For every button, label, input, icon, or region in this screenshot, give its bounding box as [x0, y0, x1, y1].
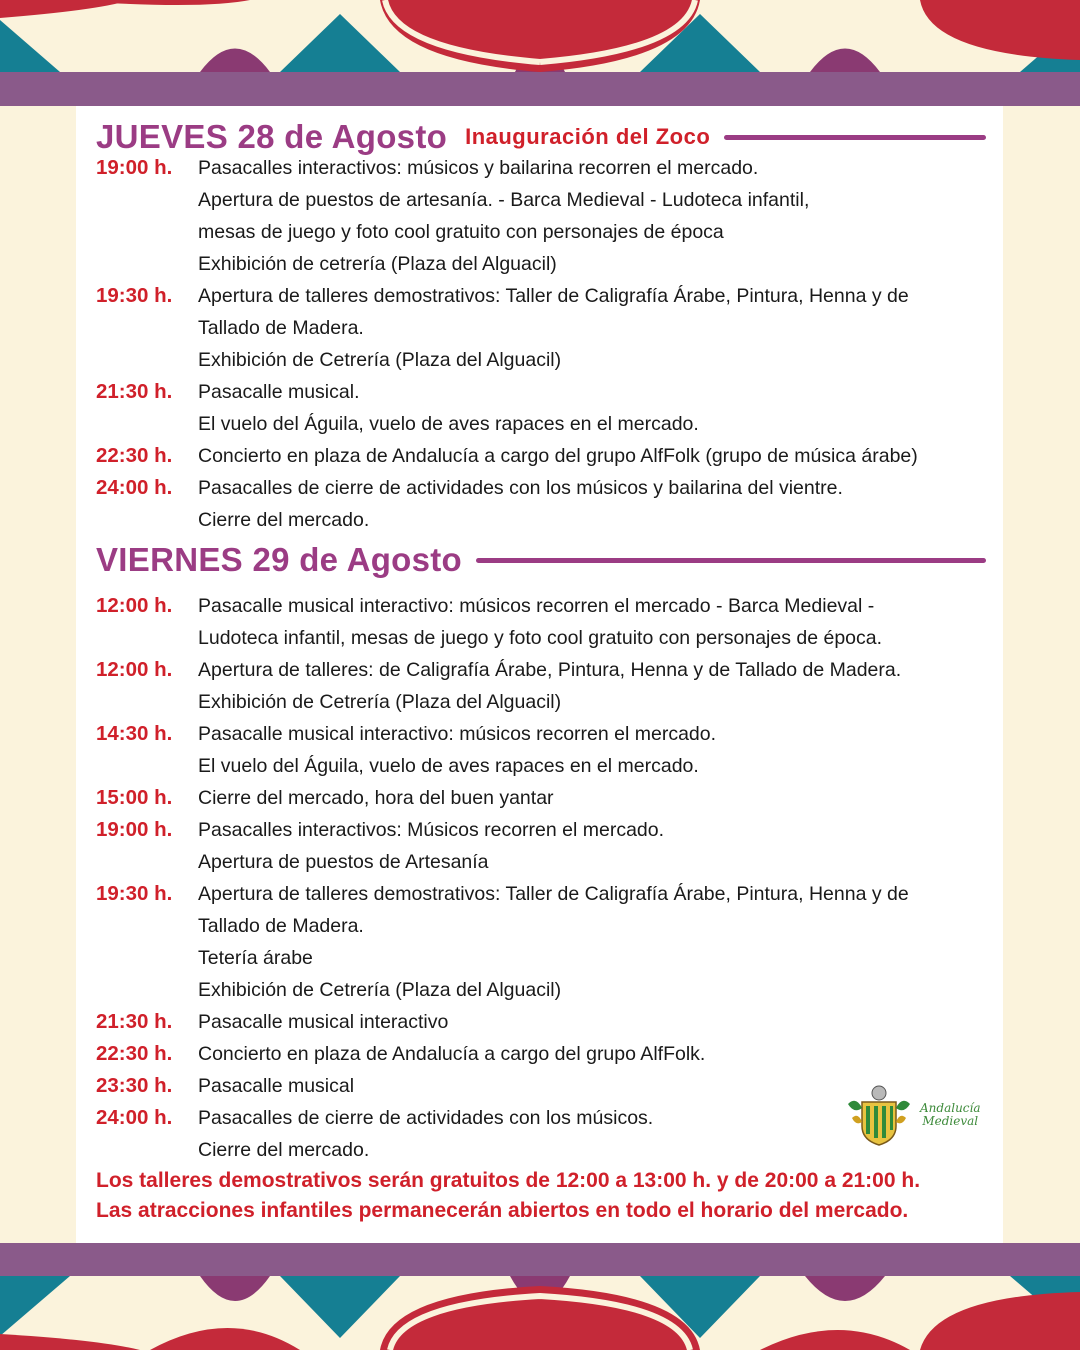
schedule-text: Apertura de talleres: de Caligrafía Árabe, Pintura, Henna y de Tallado de Madera.: [198, 659, 902, 681]
schedule-item: [96, 280, 996, 376]
schedule-time: 24:00 h.: [96, 476, 173, 499]
schedule-text: Tallado de Madera.: [198, 915, 364, 937]
top-stripe: [0, 72, 1080, 106]
day-header-thursday: [96, 118, 986, 156]
day-title: JUEVES 28 de Agosto: [96, 118, 448, 155]
schedule-item: [96, 152, 996, 280]
schedule-text: El vuelo del Águila, vuelo de aves rapaces en el mercado.: [198, 755, 699, 777]
schedule-item: [96, 1006, 996, 1038]
day-subtitle: Inauguración del Zoco: [465, 124, 711, 149]
schedule-item: [96, 718, 996, 782]
schedule-item: [96, 814, 996, 878]
schedule-text: Apertura de talleres demostrativos: Taller de Caligrafía Árabe, Pintura, Henna y de: [198, 883, 909, 905]
schedule-text: Exhibición de cetrería (Plaza del Alguacil): [198, 253, 557, 275]
schedule-time: 22:30 h.: [96, 1042, 173, 1065]
schedule-text: El vuelo del Águila, vuelo de aves rapaces en el mercado.: [198, 413, 699, 435]
bottom-band-pattern: [0, 1276, 1080, 1350]
schedule-text: Exhibición de Cetrería (Plaza del Alguacil): [198, 979, 562, 1001]
schedule-text: Pasacalle musical interactivo: músicos recorren el mercado.: [198, 723, 717, 745]
top-band-pattern: [0, 0, 1080, 72]
schedule-text: Cierre del mercado.: [198, 509, 370, 531]
schedule-text: Exhibición de Cetrería (Plaza del Alguacil): [198, 349, 562, 371]
logo-text: [920, 1102, 981, 1128]
schedule-time: 19:30 h.: [96, 284, 173, 307]
schedule-time: 19:00 h.: [96, 156, 173, 179]
schedule-item: [96, 590, 996, 654]
schedule-time: 19:30 h.: [96, 882, 173, 905]
bottom-decorative-band: [0, 1276, 1080, 1350]
schedule-text: mesas de juego y foto cool gratuito con personajes de época: [198, 221, 724, 243]
schedule-time: 12:00 h.: [96, 594, 173, 617]
heading-rule: [476, 558, 986, 563]
schedule-time: 21:30 h.: [96, 1010, 173, 1033]
schedule-time: 21:30 h.: [96, 380, 173, 403]
schedule-time: 24:00 h.: [96, 1106, 173, 1129]
schedule-text: Apertura de puestos de Artesanía: [198, 851, 489, 873]
logo-text-line: Andalucía: [920, 1101, 981, 1115]
coat-of-arms-icon: [844, 1082, 914, 1148]
schedule-item: [96, 782, 996, 814]
schedule-time: 12:00 h.: [96, 658, 173, 681]
schedule-text: Tallado de Madera.: [198, 317, 364, 339]
schedule-text: Pasacalles de cierre de actividades con los músicos y bailarina del vientre.: [198, 477, 843, 499]
schedule-text: Pasacalles interactivos: Músicos recorren el mercado.: [198, 819, 665, 841]
schedule-text: Apertura de talleres demostrativos: Taller de Caligrafía Árabe, Pintura, Henna y de: [198, 285, 909, 307]
schedule-text: Concierto en plaza de Andalucía a cargo del grupo AlfFolk.: [198, 1043, 706, 1065]
schedule-text: Pasacalles de cierre de actividades con los músicos.: [198, 1107, 654, 1129]
schedule-text: Pasacalle musical interactivo: músicos recorren el mercado - Barca Medieval -: [198, 595, 875, 617]
schedule-item: [96, 654, 996, 718]
schedule-time: 19:00 h.: [96, 818, 173, 841]
bottom-stripe: [0, 1243, 1080, 1277]
footer-note: Los talleres demostrativos serán gratuitos de 12:00 a 13:00 h. y de 20:00 a 21:00 h.: [96, 1169, 921, 1192]
schedule-text: Concierto en plaza de Andalucía a cargo del grupo AlfFolk (grupo de música árabe): [198, 445, 918, 467]
schedule-text: Cierre del mercado.: [198, 1139, 370, 1161]
schedule-text: Pasacalle musical interactivo: [198, 1011, 449, 1033]
schedule-item: [96, 376, 996, 440]
schedule-text: Pasacalle musical.: [198, 381, 360, 403]
schedule-text: Pasacalles interactivos: músicos y bailarina recorren el mercado.: [198, 157, 759, 179]
andalucia-medieval-logo: [844, 1080, 986, 1150]
schedule-item: [96, 1038, 996, 1070]
schedule-text: Exhibición de Cetrería (Plaza del Alguacil): [198, 691, 562, 713]
schedule-item: [96, 472, 996, 536]
logo-text-line: Medieval: [922, 1114, 979, 1128]
top-decorative-band: [0, 0, 1080, 72]
schedule-text: Ludoteca infantil, mesas de juego y foto cool gratuito con personajes de época.: [198, 627, 883, 649]
schedule-time: 14:30 h.: [96, 722, 173, 745]
schedule-item: [96, 440, 996, 472]
schedule-text: Pasacalle musical: [198, 1075, 355, 1097]
footer-note: Las atracciones infantiles permanecerán abiertos en todo el horario del mercado.: [96, 1199, 909, 1222]
day-header-friday: [96, 541, 986, 579]
schedule-time: 22:30 h.: [96, 444, 173, 467]
schedule-item: [96, 878, 996, 1006]
schedule-text: Apertura de puestos de artesanía. - Barca Medieval - Ludoteca infantil,: [198, 189, 810, 211]
schedule-time: 23:30 h.: [96, 1074, 173, 1097]
day-title: VIERNES 29 de Agosto: [96, 541, 463, 578]
schedule-thursday: [96, 152, 996, 536]
schedule-text: Cierre del mercado, hora del buen yantar: [198, 787, 554, 809]
schedule-time: 15:00 h.: [96, 786, 173, 809]
schedule-text: Tetería árabe: [198, 947, 313, 969]
heading-rule: [724, 135, 986, 140]
